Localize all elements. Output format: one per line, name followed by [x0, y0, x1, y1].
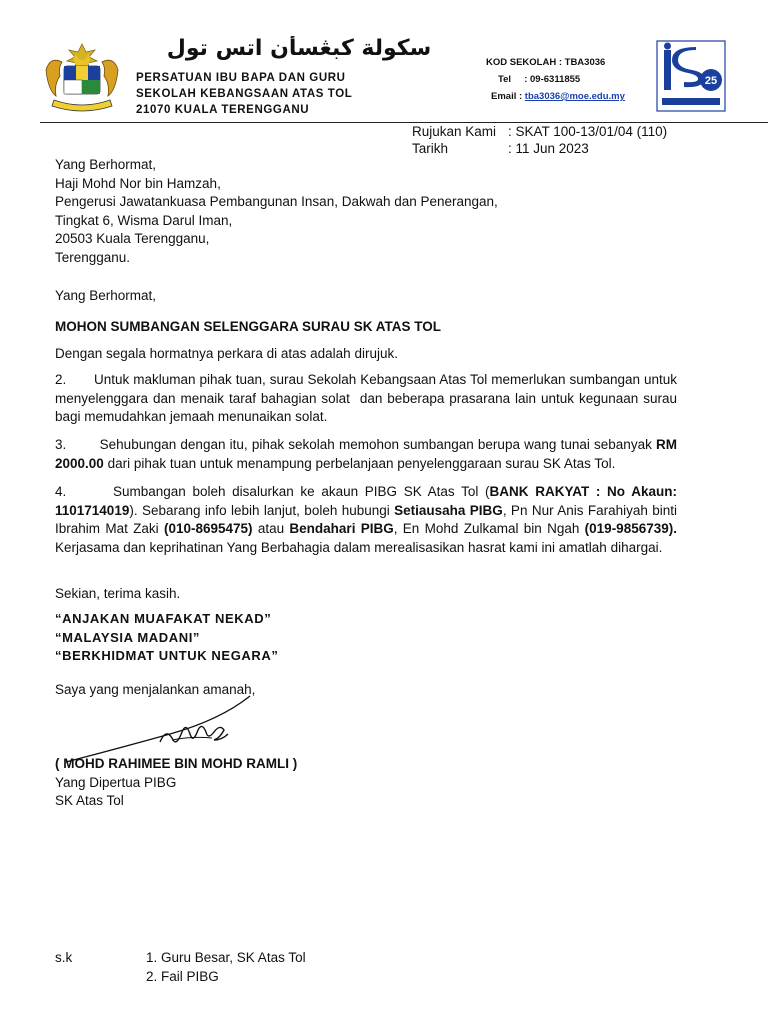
ref-label: Rujukan Kami — [412, 124, 497, 139]
paragraph-4: 4. Sumbangan boleh disalurkan ke akaun PIBG SK Atas Tol (BANK RAKYAT : No Akaun: 1101714019). Sebarang info lebih lanjut, boleh hubungi Setiausaha PIBG, Pn Nur Anis Farahiyah binti Ibrahim Mat Zaki (010-8695475) atau Bendahari PIBG, En Mohd Zulkamal bin Ngah (019-9856739). Kerjasama dan keprihatinan Yang Berbahagia dalam merealisasikan hasrat kami ini amatlah dihargai. — [55, 484, 681, 555]
bendahari-phone: (019-9856739). — [584, 521, 677, 536]
letter-subject: MOHON SUMBANGAN SELENGGARA SURAU SK ATAS TOL — [55, 319, 442, 334]
setiausaha-phone: (010-8695475) — [163, 521, 253, 536]
cc-item-1: 1. Guru Besar, SK Atas Tol — [146, 950, 306, 965]
sign-off: Saya yang menjalankan amanah, — [55, 682, 256, 697]
ref-value: : SKAT 100-13/01/04 (110) — [508, 124, 668, 139]
bank-account: BANK RAKYAT : No Akaun: 1101714019 — [55, 484, 681, 518]
recipient-name: Haji Mohd Nor bin Hamzah, — [55, 175, 221, 191]
paragraph-3: 3. Sehubungan dengan itu, pihak sekolah memohon sumbangan berupa wang tunai sebanyak RM 2000.00 dari pihak tuan untuk menampung perbelanjaan penyelenggaraan surau SK Atas Tol. — [55, 437, 681, 471]
org-name-line2: SEKOLAH KEBANGSAAN ATAS TOL — [136, 88, 353, 100]
closing: Sekian, terima kasih. — [55, 586, 181, 601]
school-logo — [656, 40, 726, 112]
school-phone: Tel : 09-6311855 — [498, 74, 581, 85]
org-address-line: 21070 KUALA TERENGGANU — [136, 104, 310, 116]
svg-text:25: 25 — [704, 75, 718, 87]
org-name-line1: PERSATUAN IBU BAPA DAN GURU — [136, 72, 346, 84]
recipient-address-line3: Terengganu. — [55, 249, 131, 265]
setiausaha-label: Setiausaha PIBG — [394, 502, 503, 518]
greeting: Yang Berhormat, — [55, 288, 157, 303]
recipient-position: Pengerusi Jawatankuasa Pembangunan Insan, Dakwah dan Penerangan, — [55, 194, 498, 209]
email-link[interactable]: tba3036@moe.edu.my — [524, 91, 625, 102]
signatory-org: SK Atas Tol — [55, 793, 124, 808]
signatory-name: ( MOHD RAHIMEE BIN MOHD RAMLI ) — [55, 756, 298, 771]
slogan-2: “MALAYSIA MADANI” — [55, 629, 201, 645]
paragraph-2: 2. Untuk makluman pihak tuan, surau Sekolah Kebangsaan Atas Tol memerlukan sumbangan untuk menyelenggara dan menaik taraf bahagian solat dan beberapa prasarana lain untuk kegunaan surau bagi memudahkan jemaah menunaikan solat. — [55, 372, 681, 424]
signatory-title: Yang Dipertua PIBG — [55, 774, 177, 790]
bendahari-label: Bendahari PIBG — [289, 521, 394, 536]
cc-item-2: 2. Fail PIBG — [146, 968, 219, 984]
recipient-address-line2: 20503 Kuala Terengganu, — [55, 231, 210, 246]
jawi-school-heading: سكولة كبڠسأن اتس تول — [166, 36, 432, 61]
date-value: : 11 Jun 2023 — [508, 141, 589, 156]
date-label: Tarikh — [412, 141, 449, 156]
recipient-salutation: Yang Berhormat, — [55, 157, 157, 172]
email-label: Email : — [491, 91, 525, 102]
school-code: KOD SEKOLAH : TBA3036 — [486, 57, 606, 68]
slogan-3: “BERKHIDMAT UNTUK NEGARA” — [55, 648, 279, 663]
recipient-address-line1: Tingkat 6, Wisma Darul Iman, — [55, 212, 233, 228]
cc-label: s.k — [55, 950, 73, 965]
paragraph-1: Dengan segala hormatnya perkara di atas adalah dirujuk. — [55, 346, 398, 361]
malaysia-coat-of-arms-logo — [36, 40, 128, 116]
amount: RM 2000.00 — [55, 437, 681, 471]
slogan-1: “ANJAKAN MUAFAKAT NEKAD” — [55, 611, 272, 626]
